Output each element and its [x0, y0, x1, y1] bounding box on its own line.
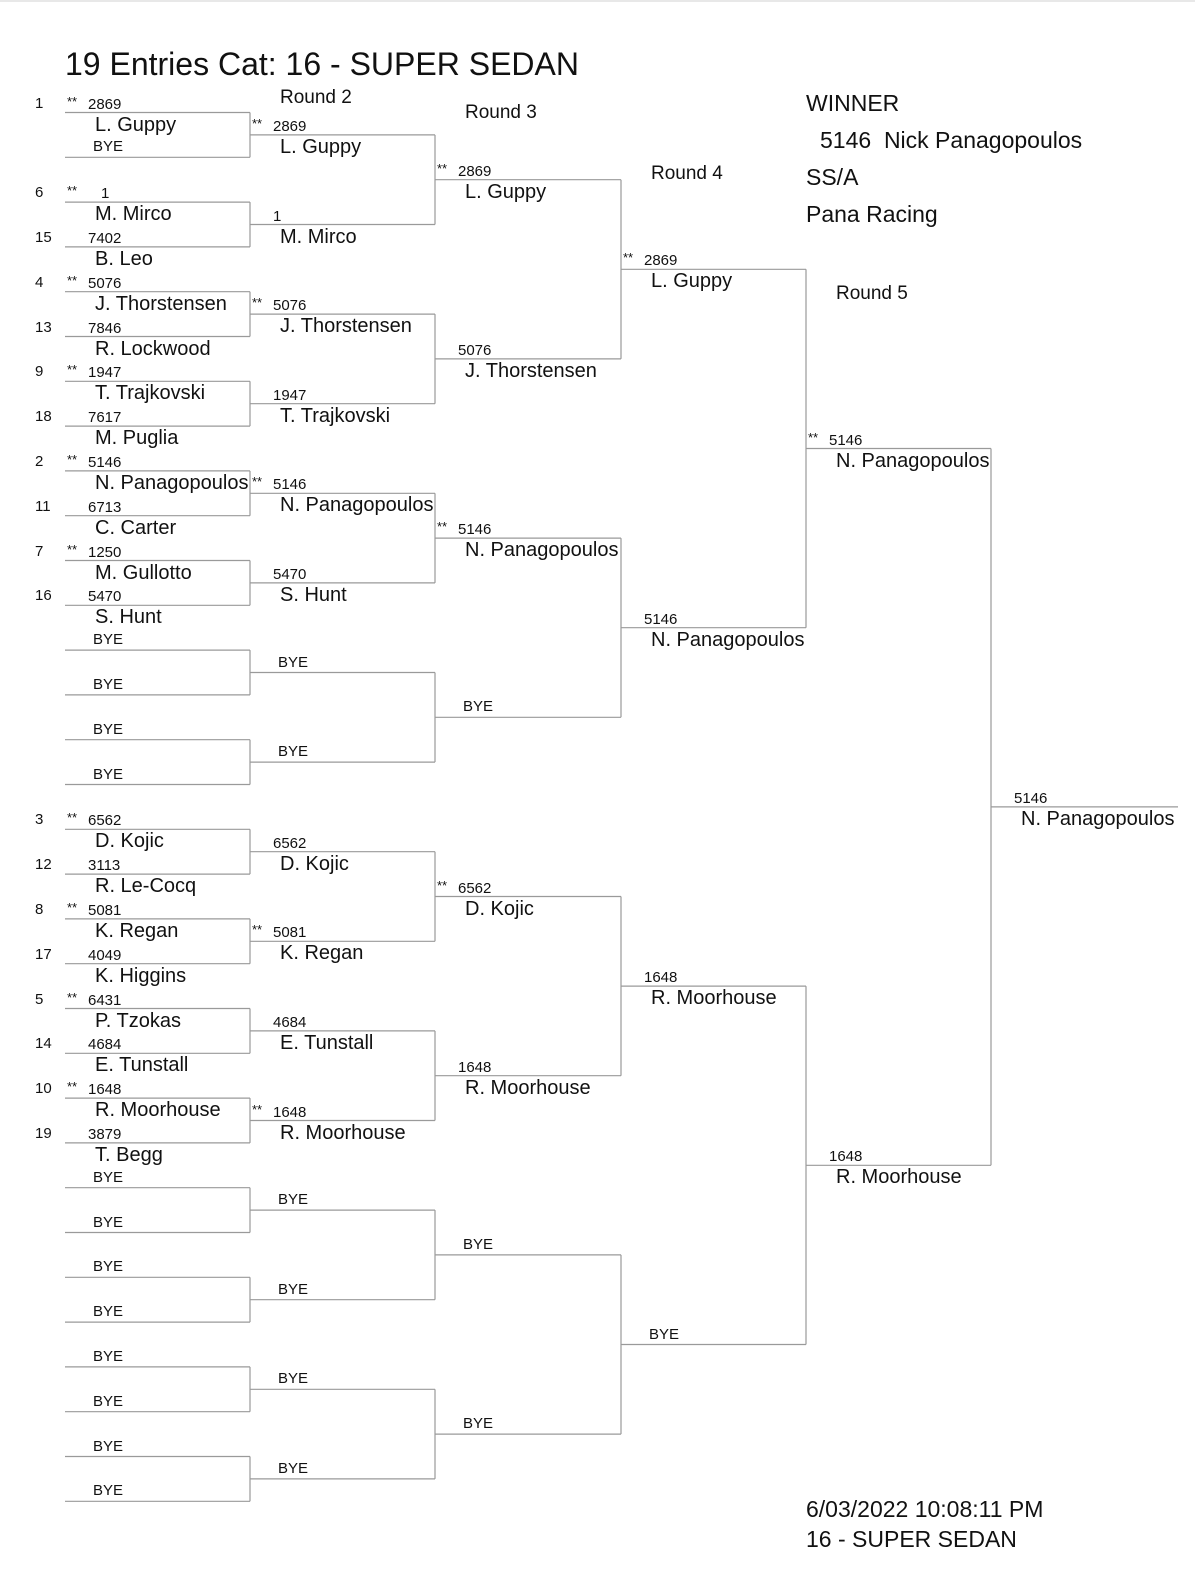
bye-label: BYE: [93, 631, 124, 649]
car-number: 6431: [88, 991, 122, 1009]
seed-star: **: [67, 541, 78, 557]
bye-label: BYE: [463, 698, 494, 716]
seed-star: **: [252, 474, 263, 490]
driver-name: N. Panagopoulos: [280, 494, 434, 517]
driver-name: M. Gullotto: [95, 561, 192, 584]
bye-label: BYE: [278, 1370, 309, 1388]
seed-number: 4: [35, 273, 44, 291]
seed-number: 11: [35, 497, 51, 515]
driver-name: K. Higgins: [95, 964, 187, 987]
seed-star: **: [252, 1101, 263, 1117]
bye-label: BYE: [93, 1303, 124, 1321]
bye-label: BYE: [278, 1280, 309, 1298]
driver-name: R. Moorhouse: [651, 987, 777, 1010]
bye-label: BYE: [463, 1415, 494, 1433]
seed-number: 10: [35, 1080, 52, 1098]
bye-label: BYE: [93, 765, 124, 783]
final-winner-name: N. Panagopoulos: [1021, 807, 1175, 830]
car-number: 6562: [273, 834, 307, 852]
driver-name: E. Tunstall: [280, 1031, 374, 1054]
car-number: 4049: [88, 946, 122, 964]
driver-name: L. Guppy: [651, 270, 733, 293]
bye-label: BYE: [463, 1235, 494, 1253]
driver-name: C. Carter: [95, 516, 177, 539]
seed-star: **: [437, 519, 448, 535]
driver-name: N. Panagopoulos: [95, 471, 249, 494]
driver-name: L. Guppy: [280, 135, 362, 158]
car-number: 7402: [88, 229, 122, 247]
winner-entry: 5146 Nick Panagopoulos: [820, 127, 1083, 153]
car-number: 6562: [458, 879, 492, 897]
driver-name: K. Regan: [280, 942, 364, 965]
seed-number: 9: [35, 363, 44, 381]
seed-number: 14: [35, 1035, 52, 1053]
seed-star: **: [252, 295, 263, 311]
seed-number: 16: [35, 587, 52, 605]
seed-number: 3: [35, 811, 44, 829]
seed-number: 15: [35, 228, 52, 246]
bye-label: BYE: [93, 1213, 124, 1231]
seed-number: 7: [35, 542, 44, 560]
car-number: 2869: [273, 117, 307, 135]
car-number: 2869: [88, 95, 122, 113]
seed-star: **: [252, 922, 263, 938]
seed-star: **: [437, 160, 448, 176]
car-number: 5081: [273, 924, 307, 942]
car-number: 7617: [88, 409, 122, 427]
car-number: 1: [101, 185, 110, 203]
driver-name: R. Moorhouse: [836, 1166, 962, 1189]
seed-number: 5: [35, 990, 44, 1008]
driver-name: S. Hunt: [95, 606, 162, 629]
driver-name: M. Mirco: [280, 225, 357, 248]
car-number: 1648: [273, 1103, 307, 1121]
driver-name: R. Le-Cocq: [95, 875, 197, 898]
car-number: 7846: [88, 319, 122, 337]
driver-name: J. Thorstensen: [465, 359, 597, 382]
car-number: 1947: [88, 364, 122, 382]
driver-name: B. Leo: [95, 247, 153, 270]
bye-label: BYE: [93, 720, 124, 738]
car-number: 1648: [644, 969, 678, 987]
car-number: 5470: [273, 565, 307, 583]
seed-number: 1: [35, 94, 44, 112]
round-4-header: Round 4: [651, 163, 723, 184]
car-number: 1648: [458, 1058, 492, 1076]
bye-label: BYE: [278, 1191, 309, 1209]
car-number: 1: [273, 207, 282, 225]
car-number: 6562: [88, 812, 122, 830]
car-number: 2869: [458, 162, 492, 180]
page-title: 19 Entries Cat: 16 - SUPER SEDAN: [65, 46, 579, 82]
round-3-header: Round 3: [465, 102, 537, 123]
winner-class: SS/A: [806, 164, 859, 190]
driver-name: J. Thorstensen: [280, 315, 412, 338]
seed-star: **: [67, 989, 78, 1005]
car-number: 5076: [88, 274, 122, 292]
seed-number: 2: [35, 452, 44, 470]
car-number: 5146: [1014, 789, 1048, 807]
round-5-header: Round 5: [836, 283, 908, 304]
seed-number: 18: [35, 408, 52, 426]
driver-name: M. Puglia: [95, 427, 179, 450]
driver-name: R. Moorhouse: [95, 1099, 221, 1122]
seed-number: 12: [35, 856, 52, 874]
car-number: 5146: [88, 453, 122, 471]
car-number: 1648: [829, 1148, 863, 1166]
bye-label: BYE: [93, 138, 124, 156]
car-number: 5146: [829, 431, 863, 449]
driver-name: J. Thorstensen: [95, 292, 227, 315]
bye-label: BYE: [93, 1437, 124, 1455]
driver-name: T. Trajkovski: [280, 404, 391, 427]
seed-number: 17: [35, 945, 52, 963]
driver-name: L. Guppy: [95, 113, 177, 136]
car-number: 2869: [644, 252, 678, 270]
driver-name: N. Panagopoulos: [836, 449, 990, 472]
car-number: 1250: [88, 543, 122, 561]
bye-label: BYE: [93, 1392, 124, 1410]
car-number: 5470: [88, 588, 122, 606]
bye-label: BYE: [278, 653, 309, 671]
car-number: 4684: [273, 1013, 307, 1031]
driver-name: D. Kojic: [465, 897, 534, 920]
car-number: 6713: [88, 498, 122, 516]
car-number: 3113: [88, 857, 121, 875]
footer-timestamp: 6/03/2022 10:08:11 PM: [806, 1496, 1044, 1522]
bye-label: BYE: [649, 1325, 680, 1343]
driver-name: M. Mirco: [95, 203, 172, 226]
driver-name: K. Regan: [95, 919, 179, 942]
seed-star: **: [252, 115, 263, 131]
seed-star: **: [67, 1079, 78, 1095]
bye-label: BYE: [278, 1459, 309, 1477]
driver-name: T. Trajkovski: [95, 382, 206, 405]
car-number: 1648: [88, 1081, 122, 1099]
car-number: 4684: [88, 1036, 122, 1054]
seed-number: 13: [35, 318, 52, 336]
driver-name: L. Guppy: [465, 180, 547, 203]
seed-star: **: [67, 899, 78, 915]
seed-star: **: [67, 272, 78, 288]
winner-team: Pana Racing: [806, 201, 938, 227]
seed-star: **: [67, 93, 78, 109]
driver-name: D. Kojic: [280, 852, 349, 875]
driver-name: N. Panagopoulos: [651, 628, 805, 651]
driver-name: R. Moorhouse: [465, 1076, 591, 1099]
round-2-header: Round 2: [280, 87, 352, 108]
bye-label: BYE: [93, 1258, 124, 1276]
bye-label: BYE: [278, 743, 309, 761]
car-number: 3879: [88, 1125, 122, 1143]
driver-name: T. Begg: [95, 1143, 163, 1166]
seed-star: **: [67, 810, 78, 826]
footer-category: 16 - SUPER SEDAN: [806, 1526, 1017, 1552]
driver-name: S. Hunt: [280, 583, 347, 606]
seed-star: **: [67, 183, 78, 199]
driver-name: E. Tunstall: [95, 1054, 189, 1077]
car-number: 1947: [273, 386, 307, 404]
seed-number: 6: [35, 184, 44, 202]
car-number: 5146: [273, 476, 307, 494]
car-number: 5146: [644, 610, 678, 628]
car-number: 5076: [458, 341, 492, 359]
car-number: 5076: [273, 297, 307, 315]
seed-star: **: [437, 877, 448, 893]
driver-name: R. Moorhouse: [280, 1121, 406, 1144]
seed-number: 19: [35, 1124, 52, 1142]
seed-star: **: [808, 429, 819, 445]
seed-star: **: [67, 362, 78, 378]
car-number: 5146: [458, 521, 492, 539]
seed-star: **: [67, 451, 78, 467]
bye-label: BYE: [93, 1168, 124, 1186]
driver-name: N. Panagopoulos: [465, 539, 619, 562]
seed-number: 8: [35, 900, 44, 918]
bye-label: BYE: [93, 1347, 124, 1365]
driver-name: R. Lockwood: [95, 337, 211, 360]
driver-name: D. Kojic: [95, 830, 164, 853]
car-number: 5081: [88, 901, 122, 919]
driver-name: P. Tzokas: [95, 1009, 181, 1032]
seed-star: **: [623, 250, 634, 266]
winner-label: WINNER: [806, 90, 900, 116]
bye-label: BYE: [93, 1482, 124, 1500]
bye-label: BYE: [93, 675, 124, 693]
